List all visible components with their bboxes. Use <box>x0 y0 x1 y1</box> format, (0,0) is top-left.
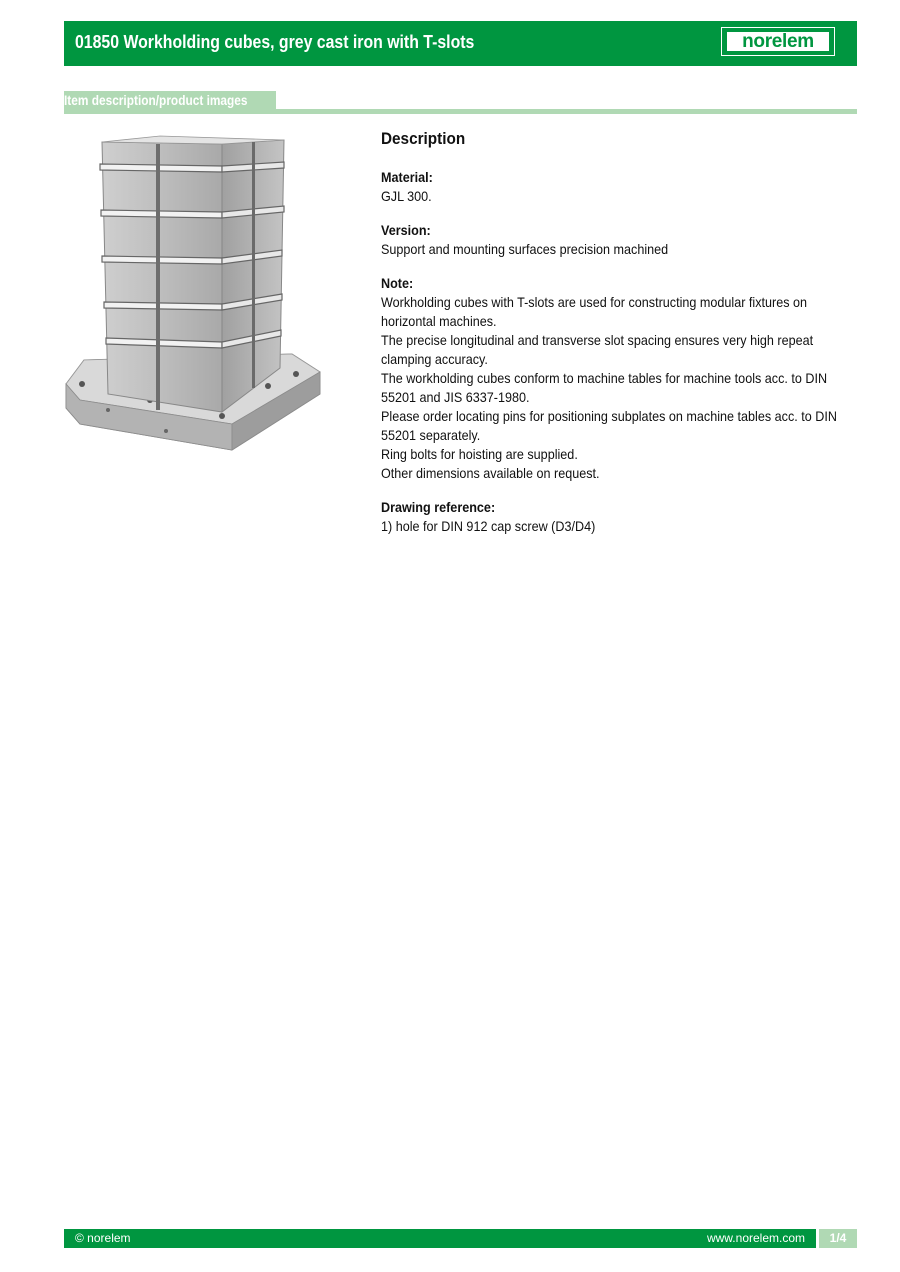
note-line: Other dimensions available on request. <box>381 465 600 481</box>
material-label: Material: <box>381 169 433 185</box>
page-footer <box>64 1229 857 1248</box>
logo-text: norelem <box>727 32 829 51</box>
note-line: The precise longitudinal and transverse slot spacing ensures very high repeat clamping accuracy. <box>381 332 814 367</box>
norelem-logo <box>721 27 835 56</box>
copyright-text: © norelem <box>75 1231 131 1245</box>
version-block <box>381 221 851 259</box>
note-label: Note: <box>381 275 414 291</box>
version-value: Support and mounting surfaces precision machined <box>381 241 669 257</box>
material-value: GJL 300. <box>381 188 432 204</box>
page-header <box>64 21 857 66</box>
drawing-reference-block <box>381 498 851 536</box>
drawing-reference-value: 1) hole for DIN 912 cap screw (D3/D4) <box>381 518 596 534</box>
section-label-text: Item description/product images <box>64 93 248 108</box>
page-number: 1/4 <box>816 1229 857 1248</box>
section-label <box>64 91 276 110</box>
drawing-reference-label: Drawing reference: <box>381 499 496 515</box>
note-line: Please order locating pins for positioning subplates on machine tables acc. to DIN 55201 separately. <box>381 408 837 443</box>
material-block <box>381 168 851 206</box>
version-label: Version: <box>381 222 431 238</box>
note-line: Ring bolts for hoisting are supplied. <box>381 446 578 462</box>
description-title: Description <box>381 129 466 148</box>
page-title: 01850 Workholding cubes, grey cast iron with T-slots <box>75 32 475 52</box>
note-block <box>381 274 851 483</box>
product-image <box>62 132 327 454</box>
website-link[interactable]: www.norelem.com <box>706 1231 805 1245</box>
note-line: Workholding cubes with T-slots are used for constructing modular fixtures on horizontal machines. <box>381 294 808 329</box>
note-line: The workholding cubes conform to machine tables for machine tools acc. to DIN 55201 and JIS 6337-1980. <box>381 370 828 405</box>
description-section <box>381 128 851 551</box>
note-text <box>381 293 851 483</box>
